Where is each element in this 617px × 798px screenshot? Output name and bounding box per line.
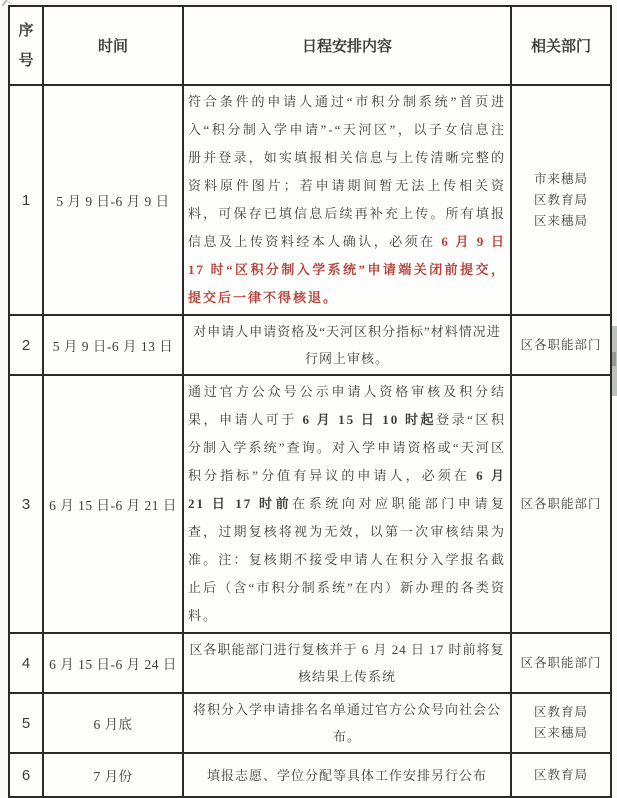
table-row — [9, 375, 611, 633]
content-text: 区各职能部门进行复核并于 6 月 24 日 17 时前将复核结果上传系统 — [189, 642, 505, 684]
content-text: 对申请人申请资格及“天河区积分指标”材料情况进行网上审核。 — [193, 324, 501, 366]
table-row — [9, 693, 611, 753]
dept-line: 区教育局 — [533, 705, 588, 719]
content-text-bold: 6 月 15 日 10 时起 — [302, 412, 437, 427]
schedule-table — [8, 5, 612, 798]
content-text: 通过官方公众号公示申请人资格审核及积分结果，申请人可于 — [188, 384, 506, 427]
row-dept — [511, 315, 611, 375]
table-row — [9, 753, 611, 797]
row-number: 2 — [9, 315, 43, 375]
row-dept — [511, 693, 611, 753]
table-row — [9, 633, 611, 693]
row-content — [183, 633, 511, 693]
dept-line: 区教育局 — [533, 767, 588, 782]
row-number: 5 — [9, 693, 43, 753]
header-row — [9, 6, 611, 85]
row-time: 6 月 15 日-6 月 21 日 — [43, 375, 183, 633]
content-text-bold: 6 月 21 日 17 时前 — [188, 468, 506, 511]
content-text-red: 6 月 9 日 17 时“区积分制入学系统”申请端关闭前提交，提交后一律不得核退。 — [188, 234, 506, 305]
dept-line: 区来穗局 — [533, 726, 588, 740]
dept-line: 市来穗局 — [533, 171, 588, 186]
content-text: 在系统向对应职能部门申请复查，过期复核将视为无效，以第一次审核结果为准。注：复核期不接受申请人在积分入学报名截止后（含“市积分制系统”在内）新办理的各类资料。 — [188, 496, 506, 623]
row-content — [183, 693, 511, 753]
table-row — [9, 85, 611, 315]
row-dept — [511, 85, 611, 315]
row-dept — [511, 375, 611, 633]
header-seq: 序号 — [9, 6, 43, 85]
row-time: 5 月 9 日-6 月 13 日 — [43, 315, 183, 375]
row-dept — [511, 753, 611, 797]
row-time: 5 月 9 日-6 月 9 日 — [43, 85, 183, 315]
dept-line: 区各职能部门 — [520, 337, 602, 352]
row-dept — [511, 633, 611, 693]
row-number: 3 — [9, 375, 43, 633]
row-time: 6 月 15 日-6 月 24 日 — [43, 633, 183, 693]
content-text: 符合条件的申请人通过“市积分制系统”首页进入“积分制入学申请”-“天河区”，以子女信息注册并登录，如实填报相关信息与上传清晰完整的资料原件图片；若申请期间暂无法上传相关资料，可保存已填信息后续再补充上传。所有填报信息及上传资料经本人确认，必须在 — [188, 94, 506, 249]
row-number: 1 — [9, 85, 43, 315]
header-time: 时间 — [43, 6, 183, 85]
row-number: 6 — [9, 753, 43, 797]
dept-line: 区各职能部门 — [520, 655, 602, 670]
row-time: 6 月底 — [43, 693, 183, 753]
row-time: 7 月份 — [43, 753, 183, 797]
dept-line: 区来穗局 — [533, 213, 588, 228]
dept-line: 区教育局 — [533, 192, 588, 207]
dept-line: 区各职能部门 — [520, 496, 602, 511]
content-text: 登录“区积分制入学系统”查询。对入学申请资格或“天河区积分指标”分值有异议的申请人，必须在 — [188, 412, 506, 483]
row-content — [183, 85, 511, 315]
row-content — [183, 753, 511, 797]
row-content — [183, 315, 511, 375]
table-row — [9, 315, 611, 375]
header-dept: 相关部门 — [511, 6, 611, 85]
row-number: 4 — [9, 633, 43, 693]
row-content — [183, 375, 511, 633]
header-content: 日程安排内容 — [183, 6, 511, 85]
content-text: 填报志愿、学位分配等具体工作安排另行公布 — [206, 767, 487, 783]
content-text: 将积分入学申请排名名单通过官方公众号向社会公布。 — [192, 702, 501, 744]
